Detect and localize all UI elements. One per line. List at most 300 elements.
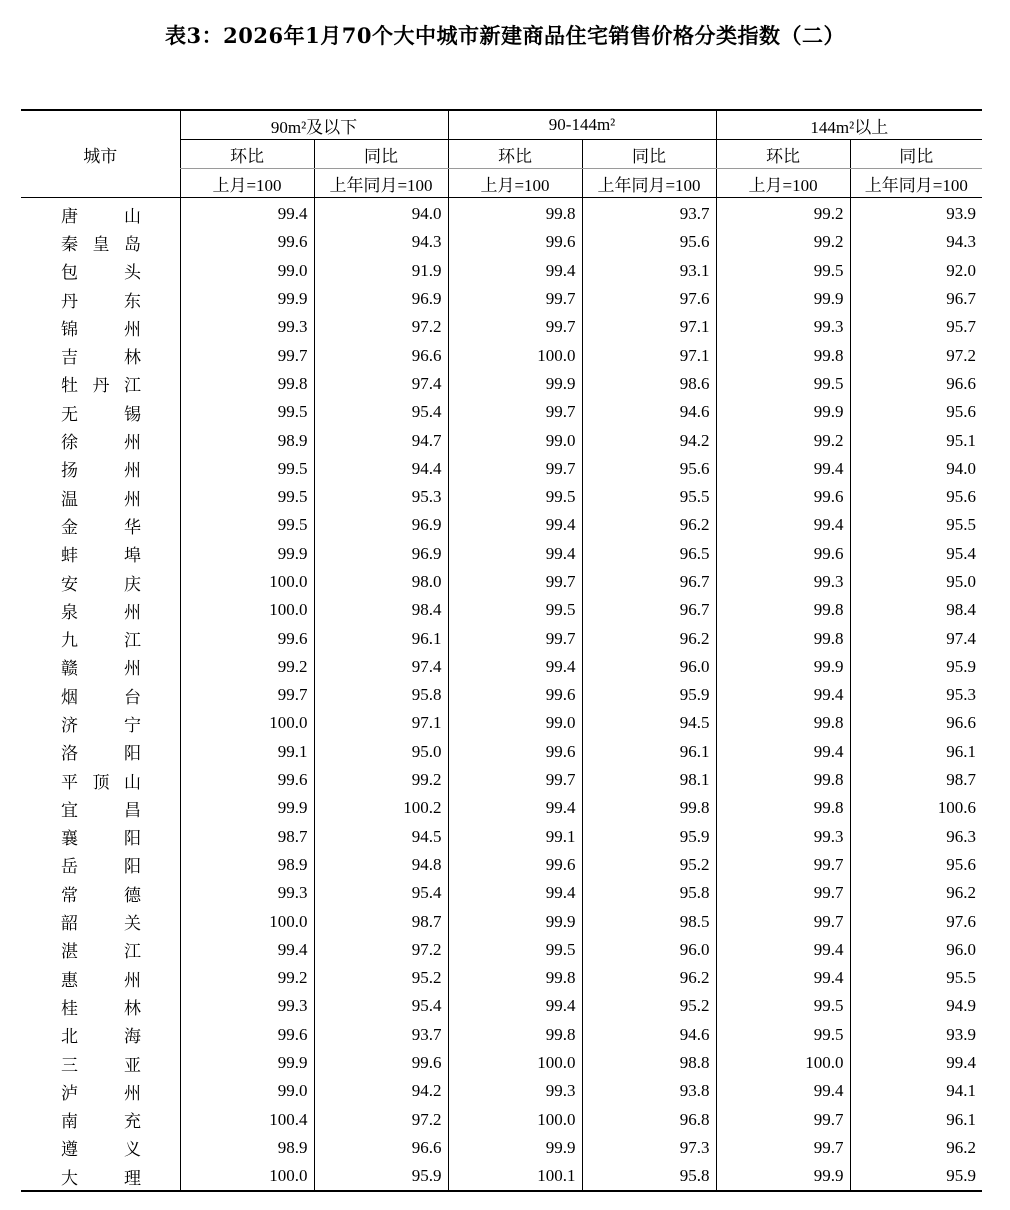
index-value-cell: 98.9 bbox=[180, 426, 314, 454]
index-value-cell: 99.5 bbox=[180, 511, 314, 539]
index-value-cell: 93.7 bbox=[314, 1021, 448, 1049]
index-value-cell: 99.7 bbox=[716, 907, 850, 935]
index-value-cell: 99.3 bbox=[716, 568, 850, 596]
index-value-cell: 100.0 bbox=[180, 568, 314, 596]
city-name: 南充 bbox=[61, 1112, 141, 1132]
table-row bbox=[21, 228, 982, 256]
table-row bbox=[21, 823, 982, 851]
yoy-header: 同比 bbox=[850, 140, 982, 169]
index-value-cell: 99.9 bbox=[448, 1134, 582, 1162]
index-value-cell: 94.3 bbox=[850, 228, 982, 256]
table-row bbox=[21, 198, 982, 229]
index-value-cell: 100.4 bbox=[180, 1106, 314, 1134]
index-value-cell: 99.0 bbox=[448, 426, 582, 454]
city-cell bbox=[21, 1077, 180, 1105]
index-value-cell: 99.5 bbox=[716, 992, 850, 1020]
city-name: 韶关 bbox=[61, 914, 141, 934]
table-row bbox=[21, 1021, 982, 1049]
index-value-cell: 99.6 bbox=[180, 1021, 314, 1049]
index-value-cell: 95.4 bbox=[850, 540, 982, 568]
index-value-cell: 94.1 bbox=[850, 1077, 982, 1105]
index-value-cell: 94.0 bbox=[850, 455, 982, 483]
city-cell bbox=[21, 653, 180, 681]
index-value-cell: 99.8 bbox=[448, 964, 582, 992]
index-value-cell: 96.6 bbox=[850, 370, 982, 398]
index-value-cell: 99.0 bbox=[180, 257, 314, 285]
index-value-cell: 99.7 bbox=[448, 313, 582, 341]
table-body bbox=[21, 198, 982, 1192]
index-value-cell: 95.1 bbox=[850, 426, 982, 454]
city-name: 九江 bbox=[61, 631, 141, 651]
mom-base-header: 上月=100 bbox=[180, 169, 314, 198]
index-value-cell: 95.6 bbox=[582, 455, 716, 483]
city-cell bbox=[21, 964, 180, 992]
index-value-cell: 96.6 bbox=[850, 709, 982, 737]
city-name: 丹东 bbox=[61, 291, 141, 311]
table-row bbox=[21, 681, 982, 709]
index-value-cell: 99.5 bbox=[180, 398, 314, 426]
index-value-cell: 97.1 bbox=[582, 341, 716, 369]
city-name: 平顶山 bbox=[61, 772, 141, 792]
index-value-cell: 99.3 bbox=[448, 1077, 582, 1105]
index-value-cell: 99.7 bbox=[448, 624, 582, 652]
index-value-cell: 94.7 bbox=[314, 426, 448, 454]
index-value-cell: 99.7 bbox=[448, 285, 582, 313]
index-value-cell: 94.4 bbox=[314, 455, 448, 483]
city-cell bbox=[21, 992, 180, 1020]
index-value-cell: 99.1 bbox=[448, 823, 582, 851]
city-name: 安庆 bbox=[61, 574, 141, 594]
city-name: 秦皇岛 bbox=[61, 234, 141, 254]
city-name: 牡丹江 bbox=[61, 376, 141, 396]
city-cell bbox=[21, 879, 180, 907]
index-value-cell: 95.9 bbox=[314, 1162, 448, 1191]
index-value-cell: 99.6 bbox=[180, 228, 314, 256]
index-value-cell: 99.5 bbox=[716, 370, 850, 398]
index-value-cell: 99.4 bbox=[716, 936, 850, 964]
index-value-cell: 100.0 bbox=[448, 1049, 582, 1077]
table-row bbox=[21, 398, 982, 426]
index-value-cell: 96.1 bbox=[850, 738, 982, 766]
city-cell bbox=[21, 766, 180, 794]
index-value-cell: 95.2 bbox=[582, 992, 716, 1020]
index-value-cell: 99.6 bbox=[716, 483, 850, 511]
index-value-cell: 95.9 bbox=[582, 681, 716, 709]
index-value-cell: 96.8 bbox=[582, 1106, 716, 1134]
index-value-cell: 96.5 bbox=[582, 540, 716, 568]
index-value-cell: 99.8 bbox=[716, 596, 850, 624]
index-value-cell: 99.8 bbox=[448, 1021, 582, 1049]
city-name: 洛阳 bbox=[61, 744, 141, 764]
index-value-cell: 95.9 bbox=[850, 653, 982, 681]
index-value-cell: 100.0 bbox=[180, 596, 314, 624]
index-value-cell: 99.9 bbox=[716, 1162, 850, 1191]
index-value-cell: 95.8 bbox=[582, 1162, 716, 1191]
index-value-cell: 95.5 bbox=[850, 511, 982, 539]
city-cell bbox=[21, 823, 180, 851]
index-value-cell: 99.7 bbox=[448, 568, 582, 596]
table-row bbox=[21, 1049, 982, 1077]
mom-base-header: 上月=100 bbox=[448, 169, 582, 198]
index-value-cell: 99.9 bbox=[716, 285, 850, 313]
index-value-cell: 94.2 bbox=[582, 426, 716, 454]
index-value-cell: 99.7 bbox=[716, 1134, 850, 1162]
table-row bbox=[21, 766, 982, 794]
city-cell bbox=[21, 341, 180, 369]
index-value-cell: 96.7 bbox=[582, 568, 716, 596]
index-value-cell: 97.4 bbox=[850, 624, 982, 652]
index-value-cell: 95.7 bbox=[850, 313, 982, 341]
index-value-cell: 99.2 bbox=[314, 766, 448, 794]
index-value-cell: 99.7 bbox=[716, 879, 850, 907]
city-cell bbox=[21, 483, 180, 511]
index-value-cell: 96.7 bbox=[850, 285, 982, 313]
index-value-cell: 98.9 bbox=[180, 1134, 314, 1162]
table-row bbox=[21, 709, 982, 737]
city-name: 唐山 bbox=[61, 206, 141, 226]
city-cell bbox=[21, 313, 180, 341]
index-value-cell: 95.5 bbox=[850, 964, 982, 992]
city-name: 赣州 bbox=[61, 659, 141, 679]
table-row bbox=[21, 455, 982, 483]
index-value-cell: 95.4 bbox=[314, 879, 448, 907]
table-row bbox=[21, 483, 982, 511]
index-value-cell: 92.0 bbox=[850, 257, 982, 285]
index-value-cell: 99.6 bbox=[180, 624, 314, 652]
index-value-cell: 99.8 bbox=[716, 709, 850, 737]
index-value-cell: 94.2 bbox=[314, 1077, 448, 1105]
index-value-cell: 100.0 bbox=[180, 709, 314, 737]
city-name: 桂林 bbox=[61, 998, 141, 1018]
index-value-cell: 99.7 bbox=[448, 398, 582, 426]
index-value-cell: 96.2 bbox=[582, 511, 716, 539]
city-name: 济宁 bbox=[61, 715, 141, 735]
index-value-cell: 93.7 bbox=[582, 198, 716, 229]
index-value-cell: 99.2 bbox=[716, 426, 850, 454]
index-value-cell: 99.2 bbox=[716, 228, 850, 256]
table-row bbox=[21, 1134, 982, 1162]
index-value-cell: 96.0 bbox=[850, 936, 982, 964]
index-value-cell: 96.0 bbox=[582, 936, 716, 964]
city-name: 包头 bbox=[61, 263, 141, 283]
index-value-cell: 93.8 bbox=[582, 1077, 716, 1105]
index-value-cell: 99.5 bbox=[180, 455, 314, 483]
index-value-cell: 96.3 bbox=[850, 823, 982, 851]
index-value-cell: 98.1 bbox=[582, 766, 716, 794]
city-name: 泉州 bbox=[61, 602, 141, 622]
index-value-cell: 97.2 bbox=[314, 313, 448, 341]
group-header-large: 144m²以上 bbox=[716, 110, 982, 140]
index-value-cell: 99.5 bbox=[180, 483, 314, 511]
city-name: 无锡 bbox=[61, 404, 141, 424]
index-value-cell: 97.4 bbox=[314, 653, 448, 681]
index-value-cell: 99.6 bbox=[716, 540, 850, 568]
index-value-cell: 95.8 bbox=[314, 681, 448, 709]
index-value-cell: 99.8 bbox=[582, 794, 716, 822]
index-value-cell: 99.8 bbox=[716, 624, 850, 652]
city-name: 宜昌 bbox=[61, 800, 141, 820]
index-value-cell: 91.9 bbox=[314, 257, 448, 285]
index-value-cell: 99.4 bbox=[716, 738, 850, 766]
table-row bbox=[21, 285, 982, 313]
yoy-base-header: 上年同月=100 bbox=[582, 169, 716, 198]
index-value-cell: 96.6 bbox=[314, 1134, 448, 1162]
index-value-cell: 99.6 bbox=[448, 851, 582, 879]
index-value-cell: 96.1 bbox=[582, 738, 716, 766]
index-value-cell: 99.2 bbox=[180, 964, 314, 992]
city-cell bbox=[21, 794, 180, 822]
table-row bbox=[21, 879, 982, 907]
table-row bbox=[21, 653, 982, 681]
city-name: 湛江 bbox=[61, 942, 141, 962]
index-value-cell: 99.7 bbox=[716, 1106, 850, 1134]
index-value-cell: 99.1 bbox=[180, 738, 314, 766]
mom-header: 环比 bbox=[180, 140, 314, 169]
index-value-cell: 95.9 bbox=[850, 1162, 982, 1191]
index-value-cell: 99.7 bbox=[180, 341, 314, 369]
index-value-cell: 98.8 bbox=[582, 1049, 716, 1077]
table-row bbox=[21, 568, 982, 596]
table-row bbox=[21, 370, 982, 398]
city-cell bbox=[21, 511, 180, 539]
index-value-cell: 99.4 bbox=[850, 1049, 982, 1077]
index-value-cell: 98.5 bbox=[582, 907, 716, 935]
mom-header: 环比 bbox=[716, 140, 850, 169]
index-value-cell: 94.5 bbox=[582, 709, 716, 737]
city-name: 蚌埠 bbox=[61, 546, 141, 566]
table-row bbox=[21, 738, 982, 766]
index-value-cell: 95.0 bbox=[850, 568, 982, 596]
city-cell bbox=[21, 709, 180, 737]
index-value-cell: 98.7 bbox=[180, 823, 314, 851]
index-value-cell: 98.4 bbox=[850, 596, 982, 624]
index-value-cell: 97.1 bbox=[582, 313, 716, 341]
city-cell bbox=[21, 1021, 180, 1049]
index-value-cell: 99.4 bbox=[448, 992, 582, 1020]
index-value-cell: 99.5 bbox=[448, 483, 582, 511]
table-row bbox=[21, 624, 982, 652]
table-row bbox=[21, 794, 982, 822]
city-name: 泸州 bbox=[61, 1083, 141, 1103]
mom-base-header: 上月=100 bbox=[716, 169, 850, 198]
index-value-cell: 99.7 bbox=[448, 766, 582, 794]
index-value-cell: 99.4 bbox=[448, 653, 582, 681]
index-value-cell: 99.9 bbox=[180, 285, 314, 313]
index-value-cell: 96.1 bbox=[850, 1106, 982, 1134]
index-value-cell: 94.5 bbox=[314, 823, 448, 851]
index-value-cell: 96.6 bbox=[314, 341, 448, 369]
index-value-cell: 95.9 bbox=[582, 823, 716, 851]
index-value-cell: 98.7 bbox=[850, 766, 982, 794]
index-value-cell: 99.6 bbox=[448, 738, 582, 766]
index-value-cell: 99.9 bbox=[716, 653, 850, 681]
index-value-cell: 94.0 bbox=[314, 198, 448, 229]
city-cell bbox=[21, 1106, 180, 1134]
index-value-cell: 99.7 bbox=[448, 455, 582, 483]
table-row bbox=[21, 1106, 982, 1134]
index-value-cell: 94.8 bbox=[314, 851, 448, 879]
index-value-cell: 99.4 bbox=[448, 511, 582, 539]
city-cell bbox=[21, 398, 180, 426]
index-value-cell: 94.6 bbox=[582, 398, 716, 426]
city-name: 常德 bbox=[61, 885, 141, 905]
index-value-cell: 99.9 bbox=[448, 370, 582, 398]
city-name: 惠州 bbox=[61, 970, 141, 990]
index-value-cell: 95.8 bbox=[582, 879, 716, 907]
index-value-cell: 99.7 bbox=[180, 681, 314, 709]
table-row bbox=[21, 596, 982, 624]
index-value-cell: 99.2 bbox=[180, 653, 314, 681]
city-name: 襄阳 bbox=[61, 829, 141, 849]
table-row bbox=[21, 1162, 982, 1191]
city-cell bbox=[21, 426, 180, 454]
city-name: 烟台 bbox=[61, 687, 141, 707]
index-value-cell: 100.0 bbox=[180, 907, 314, 935]
table-row bbox=[21, 540, 982, 568]
index-value-cell: 100.0 bbox=[448, 341, 582, 369]
index-value-cell: 99.4 bbox=[716, 964, 850, 992]
city-cell bbox=[21, 907, 180, 935]
index-value-cell: 93.9 bbox=[850, 1021, 982, 1049]
price-index-table bbox=[21, 109, 982, 1192]
city-cell bbox=[21, 1134, 180, 1162]
index-value-cell: 96.9 bbox=[314, 540, 448, 568]
table-row bbox=[21, 257, 982, 285]
index-value-cell: 97.2 bbox=[314, 1106, 448, 1134]
index-value-cell: 100.0 bbox=[180, 1162, 314, 1191]
city-cell bbox=[21, 228, 180, 256]
city-name: 岳阳 bbox=[61, 857, 141, 877]
table-row bbox=[21, 964, 982, 992]
city-cell bbox=[21, 1049, 180, 1077]
city-name: 徐州 bbox=[61, 433, 141, 453]
index-value-cell: 94.9 bbox=[850, 992, 982, 1020]
index-value-cell: 99.5 bbox=[448, 596, 582, 624]
yoy-base-header: 上年同月=100 bbox=[314, 169, 448, 198]
city-name: 温州 bbox=[61, 489, 141, 509]
index-value-cell: 98.0 bbox=[314, 568, 448, 596]
index-value-cell: 95.5 bbox=[582, 483, 716, 511]
index-value-cell: 99.4 bbox=[448, 794, 582, 822]
index-value-cell: 99.4 bbox=[448, 540, 582, 568]
table-row bbox=[21, 313, 982, 341]
index-value-cell: 99.4 bbox=[716, 511, 850, 539]
index-value-cell: 95.4 bbox=[314, 398, 448, 426]
index-value-cell: 99.6 bbox=[448, 228, 582, 256]
index-value-cell: 95.6 bbox=[850, 398, 982, 426]
index-value-cell: 100.1 bbox=[448, 1162, 582, 1191]
index-value-cell: 95.3 bbox=[850, 681, 982, 709]
index-value-cell: 98.4 bbox=[314, 596, 448, 624]
index-value-cell: 99.9 bbox=[180, 794, 314, 822]
city-cell bbox=[21, 540, 180, 568]
city-cell bbox=[21, 455, 180, 483]
yoy-header: 同比 bbox=[582, 140, 716, 169]
index-value-cell: 99.4 bbox=[180, 198, 314, 229]
city-name: 吉林 bbox=[61, 348, 141, 368]
city-cell bbox=[21, 624, 180, 652]
index-value-cell: 100.0 bbox=[716, 1049, 850, 1077]
table-title: 表3：2026年1月70个大中城市新建商品住宅销售价格分类指数（二） bbox=[165, 23, 845, 48]
index-value-cell: 99.5 bbox=[716, 257, 850, 285]
city-cell bbox=[21, 568, 180, 596]
index-value-cell: 96.1 bbox=[314, 624, 448, 652]
index-value-cell: 99.5 bbox=[448, 936, 582, 964]
index-value-cell: 99.8 bbox=[716, 341, 850, 369]
index-value-cell: 95.2 bbox=[314, 964, 448, 992]
index-value-cell: 99.4 bbox=[448, 879, 582, 907]
city-name: 大理 bbox=[61, 1168, 141, 1188]
index-value-cell: 95.6 bbox=[582, 228, 716, 256]
city-name: 三亚 bbox=[61, 1055, 141, 1075]
table-row bbox=[21, 511, 982, 539]
index-value-cell: 99.0 bbox=[448, 709, 582, 737]
index-value-cell: 99.9 bbox=[180, 540, 314, 568]
index-value-cell: 97.6 bbox=[850, 907, 982, 935]
index-value-cell: 99.8 bbox=[180, 370, 314, 398]
index-value-cell: 96.2 bbox=[582, 624, 716, 652]
index-value-cell: 99.4 bbox=[716, 455, 850, 483]
index-value-cell: 99.6 bbox=[314, 1049, 448, 1077]
index-value-cell: 99.9 bbox=[448, 907, 582, 935]
city-name: 扬州 bbox=[61, 461, 141, 481]
city-name: 遵义 bbox=[61, 1140, 141, 1160]
index-value-cell: 99.8 bbox=[716, 766, 850, 794]
city-cell bbox=[21, 851, 180, 879]
index-value-cell: 97.2 bbox=[314, 936, 448, 964]
index-value-cell: 93.9 bbox=[850, 198, 982, 229]
index-value-cell: 97.3 bbox=[582, 1134, 716, 1162]
index-value-cell: 96.0 bbox=[582, 653, 716, 681]
table-row bbox=[21, 341, 982, 369]
city-cell bbox=[21, 285, 180, 313]
group-header-small: 90m²及以下 bbox=[180, 110, 448, 140]
index-value-cell: 99.9 bbox=[716, 398, 850, 426]
index-value-cell: 99.3 bbox=[716, 823, 850, 851]
index-value-cell: 95.6 bbox=[850, 851, 982, 879]
index-value-cell: 100.0 bbox=[448, 1106, 582, 1134]
index-value-cell: 99.8 bbox=[716, 794, 850, 822]
group-header-medium: 90-144m² bbox=[448, 110, 716, 140]
index-value-cell: 98.7 bbox=[314, 907, 448, 935]
city-column-header: 城市 bbox=[21, 110, 180, 198]
yoy-base-header: 上年同月=100 bbox=[850, 169, 982, 198]
index-value-cell: 99.4 bbox=[448, 257, 582, 285]
index-value-cell: 96.2 bbox=[850, 1134, 982, 1162]
city-cell bbox=[21, 596, 180, 624]
city-name: 锦州 bbox=[61, 319, 141, 339]
index-value-cell: 97.4 bbox=[314, 370, 448, 398]
index-value-cell: 96.9 bbox=[314, 511, 448, 539]
index-value-cell: 99.4 bbox=[716, 681, 850, 709]
city-cell bbox=[21, 681, 180, 709]
index-value-cell: 95.3 bbox=[314, 483, 448, 511]
table-row bbox=[21, 426, 982, 454]
city-name: 北海 bbox=[61, 1027, 141, 1047]
index-value-cell: 99.7 bbox=[716, 851, 850, 879]
index-value-cell: 99.4 bbox=[180, 936, 314, 964]
index-value-cell: 96.9 bbox=[314, 285, 448, 313]
index-value-cell: 97.1 bbox=[314, 709, 448, 737]
index-value-cell: 99.6 bbox=[448, 681, 582, 709]
index-value-cell: 99.3 bbox=[716, 313, 850, 341]
index-value-cell: 99.4 bbox=[716, 1077, 850, 1105]
city-cell bbox=[21, 1162, 180, 1191]
index-value-cell: 99.9 bbox=[180, 1049, 314, 1077]
index-value-cell: 99.3 bbox=[180, 879, 314, 907]
index-value-cell: 99.8 bbox=[448, 198, 582, 229]
table-row bbox=[21, 936, 982, 964]
